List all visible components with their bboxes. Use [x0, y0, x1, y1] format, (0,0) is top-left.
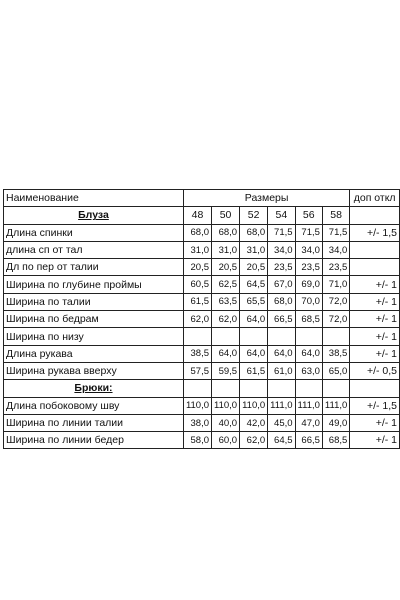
measure-value: 71,5	[295, 224, 322, 241]
header-sizes: Размеры	[183, 190, 349, 207]
measure-value: 68,0	[183, 224, 211, 241]
measure-value: 34,0	[295, 241, 322, 258]
table-row	[4, 328, 400, 345]
measure-value: 110,0	[212, 397, 240, 414]
table-row	[4, 362, 400, 379]
empty-cell	[350, 380, 400, 397]
empty-cell	[350, 207, 400, 224]
tolerance-value: +/- 1	[350, 276, 400, 293]
measure-name: Длина побоковому шву	[4, 397, 184, 414]
measure-value: 64,0	[212, 345, 240, 362]
size-header: 52	[240, 207, 268, 224]
tolerance-value	[350, 241, 400, 258]
tolerance-value: +/- 1	[350, 328, 400, 345]
empty-cell	[322, 380, 349, 397]
table-row	[4, 224, 400, 241]
measure-value: 111,0	[322, 397, 349, 414]
tolerance-value: +/- 1	[350, 293, 400, 310]
measure-value: 65,5	[240, 293, 268, 310]
tolerance-value	[350, 259, 400, 276]
measure-value: 64,0	[295, 345, 322, 362]
measure-value: 38,5	[183, 345, 211, 362]
measure-value: 110,0	[240, 397, 268, 414]
table-row	[4, 311, 400, 328]
measure-value: 34,0	[268, 241, 295, 258]
measure-name: Длина рукава	[4, 345, 184, 362]
measure-name: длина сп от тал	[4, 241, 184, 258]
measure-value: 23,5	[268, 259, 295, 276]
header-name: Наименование	[4, 190, 184, 207]
measure-value: 60,0	[212, 432, 240, 449]
measure-value: 20,5	[240, 259, 268, 276]
measure-value: 58,0	[183, 432, 211, 449]
measure-name: Ширина по глубине проймы	[4, 276, 184, 293]
size-header: 54	[268, 207, 295, 224]
measure-value: 38,5	[322, 345, 349, 362]
measure-value: 64,5	[268, 432, 295, 449]
measure-value: 49,0	[322, 414, 349, 431]
measure-value: 63,0	[295, 362, 322, 379]
size-header: 58	[322, 207, 349, 224]
measure-value: 69,0	[295, 276, 322, 293]
measure-name: Ширина рукава вверху	[4, 362, 184, 379]
tolerance-value: +/- 1,5	[350, 397, 400, 414]
table-row	[4, 397, 400, 414]
tolerance-value: +/- 1	[350, 414, 400, 431]
table-row	[4, 432, 400, 449]
measure-value: 71,0	[322, 276, 349, 293]
section-trousers-row	[4, 380, 400, 397]
measure-name: Ширина по линии бедер	[4, 432, 184, 449]
empty-cell	[212, 380, 240, 397]
measure-value: 40,0	[212, 414, 240, 431]
measure-name: Ширина по бедрам	[4, 311, 184, 328]
measure-value: 72,0	[322, 311, 349, 328]
measure-value: 71,5	[322, 224, 349, 241]
measure-value: 68,5	[295, 311, 322, 328]
measure-value: 66,5	[268, 311, 295, 328]
size-header: 48	[183, 207, 211, 224]
measure-value: 61,0	[268, 362, 295, 379]
size-header: 56	[295, 207, 322, 224]
table-row	[4, 259, 400, 276]
table-row	[4, 414, 400, 431]
measure-value: 45,0	[268, 414, 295, 431]
measure-value: 68,0	[268, 293, 295, 310]
table-row	[4, 345, 400, 362]
tolerance-value: +/- 1	[350, 432, 400, 449]
measure-value	[322, 328, 349, 345]
measure-name: Дл по пер от талии	[4, 259, 184, 276]
measure-value: 62,0	[212, 311, 240, 328]
empty-cell	[240, 380, 268, 397]
table-row	[4, 241, 400, 258]
measure-name: Ширина по линии талии	[4, 414, 184, 431]
section-blouse-title: Блуза	[4, 207, 184, 224]
tolerance-value: +/- 0,5	[350, 362, 400, 379]
measure-value	[295, 328, 322, 345]
measure-value: 62,0	[240, 432, 268, 449]
measure-value: 47,0	[295, 414, 322, 431]
size-table	[3, 189, 400, 449]
header-row	[4, 190, 400, 207]
measure-value: 62,0	[183, 311, 211, 328]
measure-value	[268, 328, 295, 345]
tolerance-value: +/- 1	[350, 311, 400, 328]
measure-value: 31,0	[183, 241, 211, 258]
measure-value: 31,0	[240, 241, 268, 258]
measure-value	[240, 328, 268, 345]
measure-value: 64,5	[240, 276, 268, 293]
measure-name: Ширина по низу	[4, 328, 184, 345]
measure-value	[212, 328, 240, 345]
measure-name: Длина спинки	[4, 224, 184, 241]
measure-value: 38,0	[183, 414, 211, 431]
measure-value: 66,5	[295, 432, 322, 449]
table-row	[4, 276, 400, 293]
measure-value: 23,5	[295, 259, 322, 276]
section-trousers-title: Брюки:	[4, 380, 184, 397]
empty-cell	[183, 380, 211, 397]
measure-value: 59,5	[212, 362, 240, 379]
measure-value: 72,0	[322, 293, 349, 310]
measure-value: 31,0	[212, 241, 240, 258]
measure-value: 64,0	[240, 311, 268, 328]
section-blouse-row	[4, 207, 400, 224]
measure-value: 67,0	[268, 276, 295, 293]
measure-value: 65,0	[322, 362, 349, 379]
measure-value: 70,0	[295, 293, 322, 310]
measure-value: 61,5	[183, 293, 211, 310]
table-row	[4, 293, 400, 310]
measure-value: 20,5	[183, 259, 211, 276]
measure-value: 68,0	[240, 224, 268, 241]
measure-value	[183, 328, 211, 345]
measure-value: 68,5	[322, 432, 349, 449]
measure-value: 42,0	[240, 414, 268, 431]
measure-value: 20,5	[212, 259, 240, 276]
tolerance-value: +/- 1	[350, 345, 400, 362]
measure-value: 71,5	[268, 224, 295, 241]
measure-name: Ширина по талии	[4, 293, 184, 310]
measure-value: 110,0	[183, 397, 211, 414]
measure-value: 60,5	[183, 276, 211, 293]
measure-value: 111,0	[268, 397, 295, 414]
measure-value: 23,5	[322, 259, 349, 276]
measure-value: 57,5	[183, 362, 211, 379]
measure-value: 64,0	[240, 345, 268, 362]
measure-value: 68,0	[212, 224, 240, 241]
empty-cell	[295, 380, 322, 397]
tolerance-value: +/- 1,5	[350, 224, 400, 241]
measure-value: 111,0	[295, 397, 322, 414]
size-header: 50	[212, 207, 240, 224]
measure-value: 64,0	[268, 345, 295, 362]
measure-value: 34,0	[322, 241, 349, 258]
measure-value: 63,5	[212, 293, 240, 310]
empty-cell	[268, 380, 295, 397]
measure-value: 61,5	[240, 362, 268, 379]
measure-value: 62,5	[212, 276, 240, 293]
header-tolerance: доп откл	[350, 190, 400, 207]
